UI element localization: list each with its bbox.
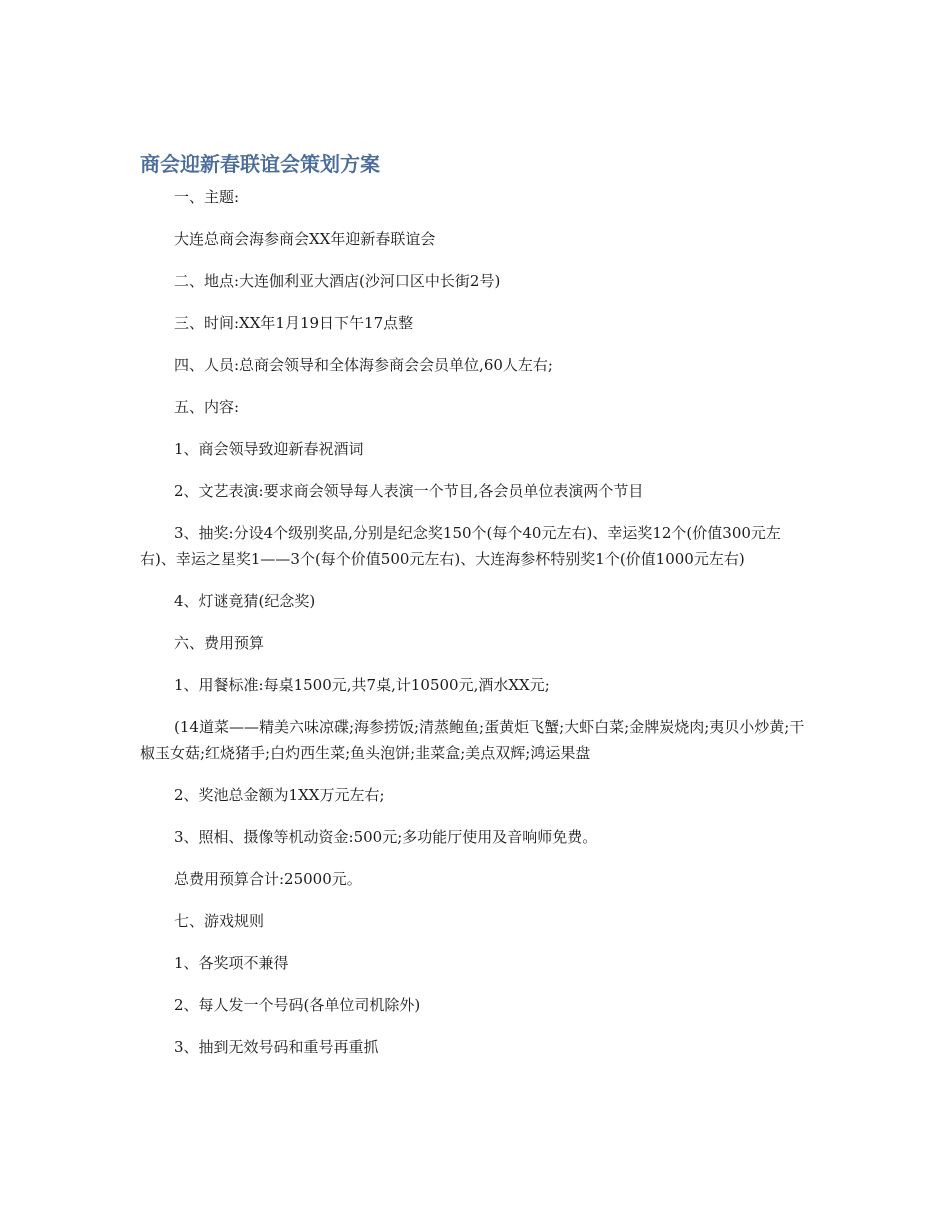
paragraph-content-item-3: 3、抽奖:分设4个级别奖品,分别是纪念奖150个(每个40元左右)、幸运奖12个(价值300元左右)、幸运之星奖1——3个(每个价值500元左右)、大连海参杯特别奖1个(价值1000元左右) [140, 524, 781, 568]
paragraph-content-heading: 五、内容: [174, 398, 240, 416]
paragraph-theme: 大连总商会海参商会XX年迎新春联谊会 [174, 230, 436, 248]
paragraph-rules-item-2: 2、每人发一个号码(各单位司机除外) [174, 996, 421, 1014]
paragraph-budget-item-3: 3、照相、摄像等机动资金:500元;多功能厅使用及音响师免费。 [174, 828, 598, 846]
paragraph-location: 二、地点:大连伽利亚大酒店(沙河口区中长街2号) [174, 272, 501, 290]
paragraph-content-item-2: 2、文艺表演:要求商会领导每人表演一个节目,各会员单位表演两个节目 [174, 482, 644, 500]
paragraph-theme-heading: 一、主题: [174, 188, 240, 206]
paragraph-time: 三、时间:XX年1月19日下午17点整 [174, 314, 414, 332]
paragraph-budget-item-2: 2、奖池总金额为1XX万元左右; [174, 786, 385, 804]
paragraph-content-item-4: 4、灯谜竟猜(纪念奖) [174, 592, 316, 610]
paragraph-budget-total: 总费用预算合计:25000元。 [174, 870, 362, 888]
paragraph-menu: (14道菜——精美六味凉碟;海参捞饭;清蒸鲍鱼;蛋黄炬飞蟹;大虾白菜;金牌炭烧肉;夷贝小炒黄;干椒玉女菇;红烧猪手;白灼西生菜;鱼头泡饼;韭菜盒;美点双辉;鸿运果盘 [140, 718, 805, 762]
paragraph-attendees: 四、人员:总商会领导和全体海参商会会员单位,60人左右; [174, 356, 553, 374]
paragraph-rules-item-3: 3、抽到无效号码和重号再重抓 [174, 1038, 379, 1056]
paragraph-budget-heading: 六、费用预算 [174, 634, 265, 652]
paragraph-content-item-1: 1、商会领导致迎新春祝酒词 [174, 440, 364, 458]
paragraph-budget-item-1: 1、用餐标准:每桌1500元,共7桌,计10500元,酒水XX元; [174, 676, 550, 694]
document-body [140, 184, 810, 1076]
document-title: 商会迎新春联谊会策划方案 [140, 152, 380, 176]
paragraph-rules-item-1: 1、各奖项不兼得 [174, 954, 289, 972]
paragraph-rules-heading: 七、游戏规则 [174, 912, 265, 930]
